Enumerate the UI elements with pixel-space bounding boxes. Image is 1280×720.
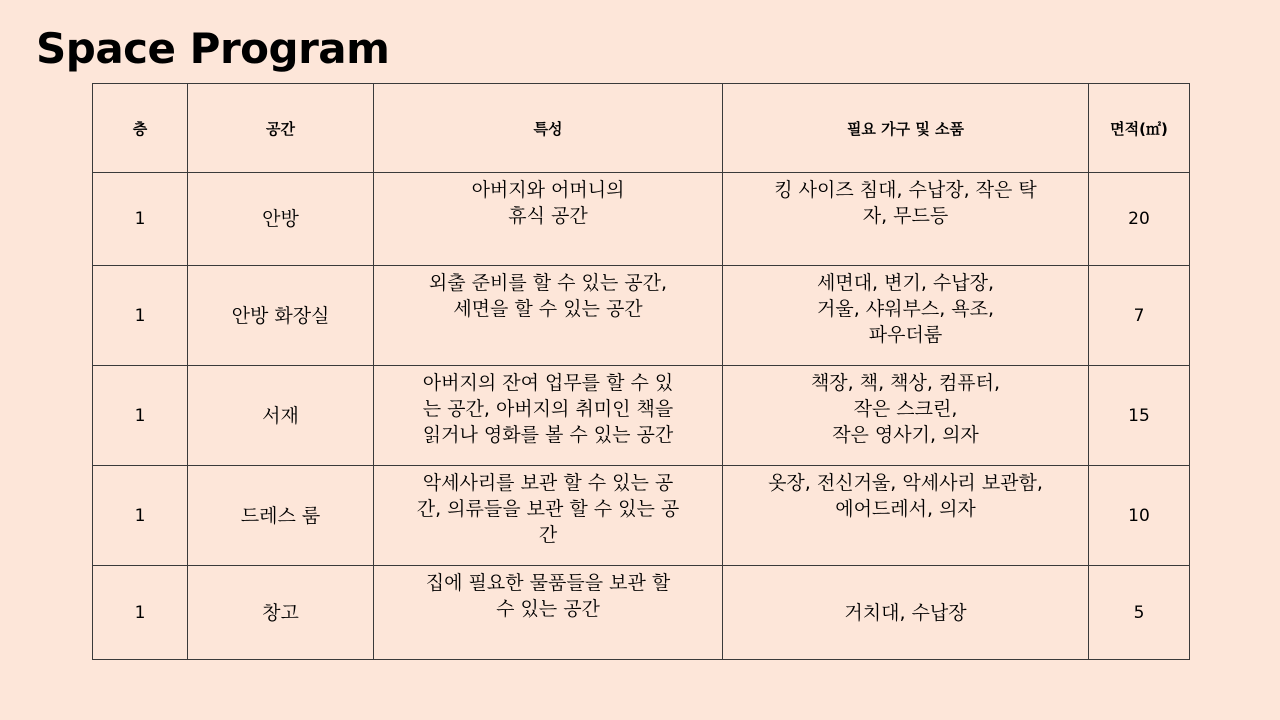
cell-space: 창고	[188, 566, 374, 660]
table-row	[93, 566, 1190, 660]
cell-furniture: 세면대, 변기, 수납장, 거울, 샤워부스, 욕조, 파우더룸	[723, 266, 1089, 366]
cell-furniture: 옷장, 전신거울, 악세사리 보관함, 에어드레서, 의자	[723, 466, 1089, 566]
cell-space: 드레스 룸	[188, 466, 374, 566]
cell-floor: 1	[93, 173, 188, 266]
cell-furniture: 킹 사이즈 침대, 수납장, 작은 탁 자, 무드등	[723, 173, 1089, 266]
cell-feature: 아버지의 잔여 업무를 할 수 있 는 공간, 아버지의 취미인 책을 읽거나 영화를 볼 수 있는 공간	[374, 366, 723, 466]
cell-furniture: 책장, 책, 책상, 컴퓨터, 작은 스크린, 작은 영사기, 의자	[723, 366, 1089, 466]
cell-space: 서재	[188, 366, 374, 466]
cell-floor: 1	[93, 566, 188, 660]
cell-area: 20	[1089, 173, 1190, 266]
header-feature: 특성	[374, 84, 723, 173]
cell-space: 안방	[188, 173, 374, 266]
cell-floor: 1	[93, 366, 188, 466]
cell-furniture: 거치대, 수납장	[723, 566, 1089, 660]
cell-area: 5	[1089, 566, 1190, 660]
cell-area: 15	[1089, 366, 1190, 466]
table-row	[93, 366, 1190, 466]
table-row	[93, 266, 1190, 366]
header-area: 면적(㎡)	[1089, 84, 1190, 173]
cell-area: 7	[1089, 266, 1190, 366]
table-row	[93, 466, 1190, 566]
table-header-row	[93, 84, 1190, 173]
space-program-table	[92, 83, 1190, 660]
cell-floor: 1	[93, 266, 188, 366]
cell-feature: 집에 필요한 물품들을 보관 할 수 있는 공간	[374, 566, 723, 660]
cell-feature: 악세사리를 보관 할 수 있는 공 간, 의류들을 보관 할 수 있는 공 간	[374, 466, 723, 566]
cell-area: 10	[1089, 466, 1190, 566]
cell-feature: 외출 준비를 할 수 있는 공간, 세면을 할 수 있는 공간	[374, 266, 723, 366]
table-row	[93, 173, 1190, 266]
header-floor: 층	[93, 84, 188, 173]
header-space: 공간	[188, 84, 374, 173]
cell-feature: 아버지와 어머니의 휴식 공간	[374, 173, 723, 266]
cell-floor: 1	[93, 466, 188, 566]
cell-space: 안방 화장실	[188, 266, 374, 366]
header-furniture: 필요 가구 및 소품	[723, 84, 1089, 173]
slide-title: Space Program	[36, 24, 390, 73]
